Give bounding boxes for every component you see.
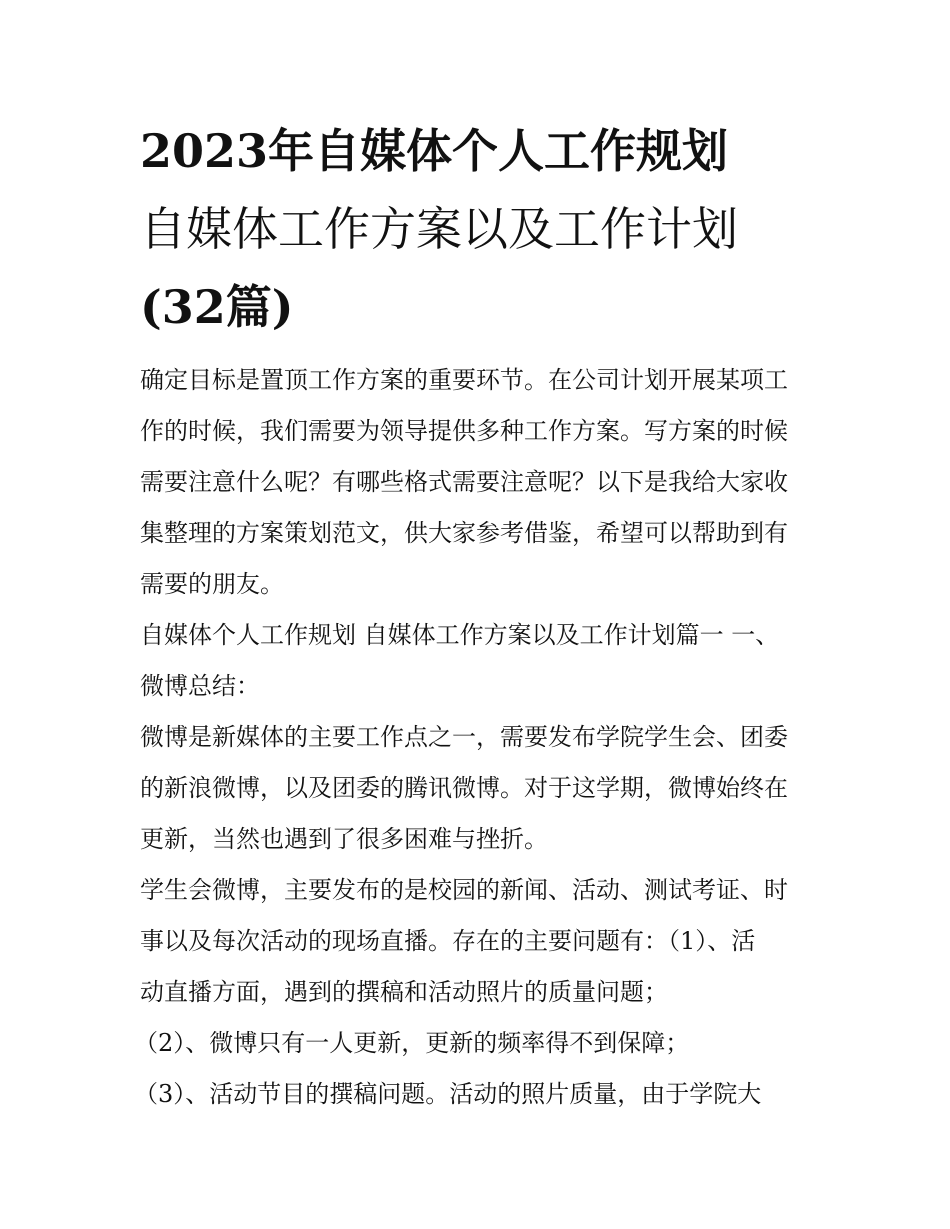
text-line: 微博总结： [140,672,260,700]
text-line: 集整理的方案策划范文，供大家参考借鉴，希望可以帮助到有 [140,519,788,547]
text-line: 作的时候，我们需要为领导提供多种工作方案。写方案的时候 [140,417,788,445]
paragraph-section-heading [140,610,815,712]
text-line: 更新，当然也遇到了很多困难与挫折。 [140,825,548,853]
text-line: （2）、微博只有一人更新，更新的频率得不到保障； [134,1029,690,1057]
title-line-3: (32篇) [140,280,294,334]
text-line: 微博是新媒体的主要工作点之一，需要发布学院学生会、团委 [140,723,788,751]
text-line: （3）、活动节目的撰稿问题。活动的照片质量，由于学院大 [134,1080,762,1108]
title-line-1: 2023年自媒体个人工作规划 [140,124,729,178]
paragraph-issue-2 [134,1018,815,1069]
paragraph-intro [140,355,815,610]
text-line: 动直播方面，遇到的撰稿和活动照片的质量问题； [140,978,668,1006]
text-line: 确定目标是置顶工作方案的重要环节。在公司计划开展某项工 [140,366,788,394]
paragraph-weibo-overview [140,712,815,865]
document-title [140,112,820,346]
text-line: 学生会微博，主要发布的是校园的新闻、活动、测试考证、时 [140,876,788,904]
text-line: 自媒体个人工作规划 自媒体工作方案以及工作计划篇一 一、 [140,621,780,649]
text-line: 的新浪微博，以及团委的腾讯微博。对于这学期，微博始终在 [140,774,788,802]
title-line-2: 自媒体工作方案以及工作计划 [140,202,738,256]
paragraph-student-union-weibo [140,865,815,1018]
text-line: 需要注意什么呢？有哪些格式需要注意呢？以下是我给大家收 [140,468,788,496]
document-body [134,355,815,1120]
text-line: 事以及每次活动的现场直播。存在的主要问题有：（1）、活 [140,927,756,955]
paragraph-issue-3 [134,1069,815,1120]
text-line: 需要的朋友。 [140,570,284,598]
